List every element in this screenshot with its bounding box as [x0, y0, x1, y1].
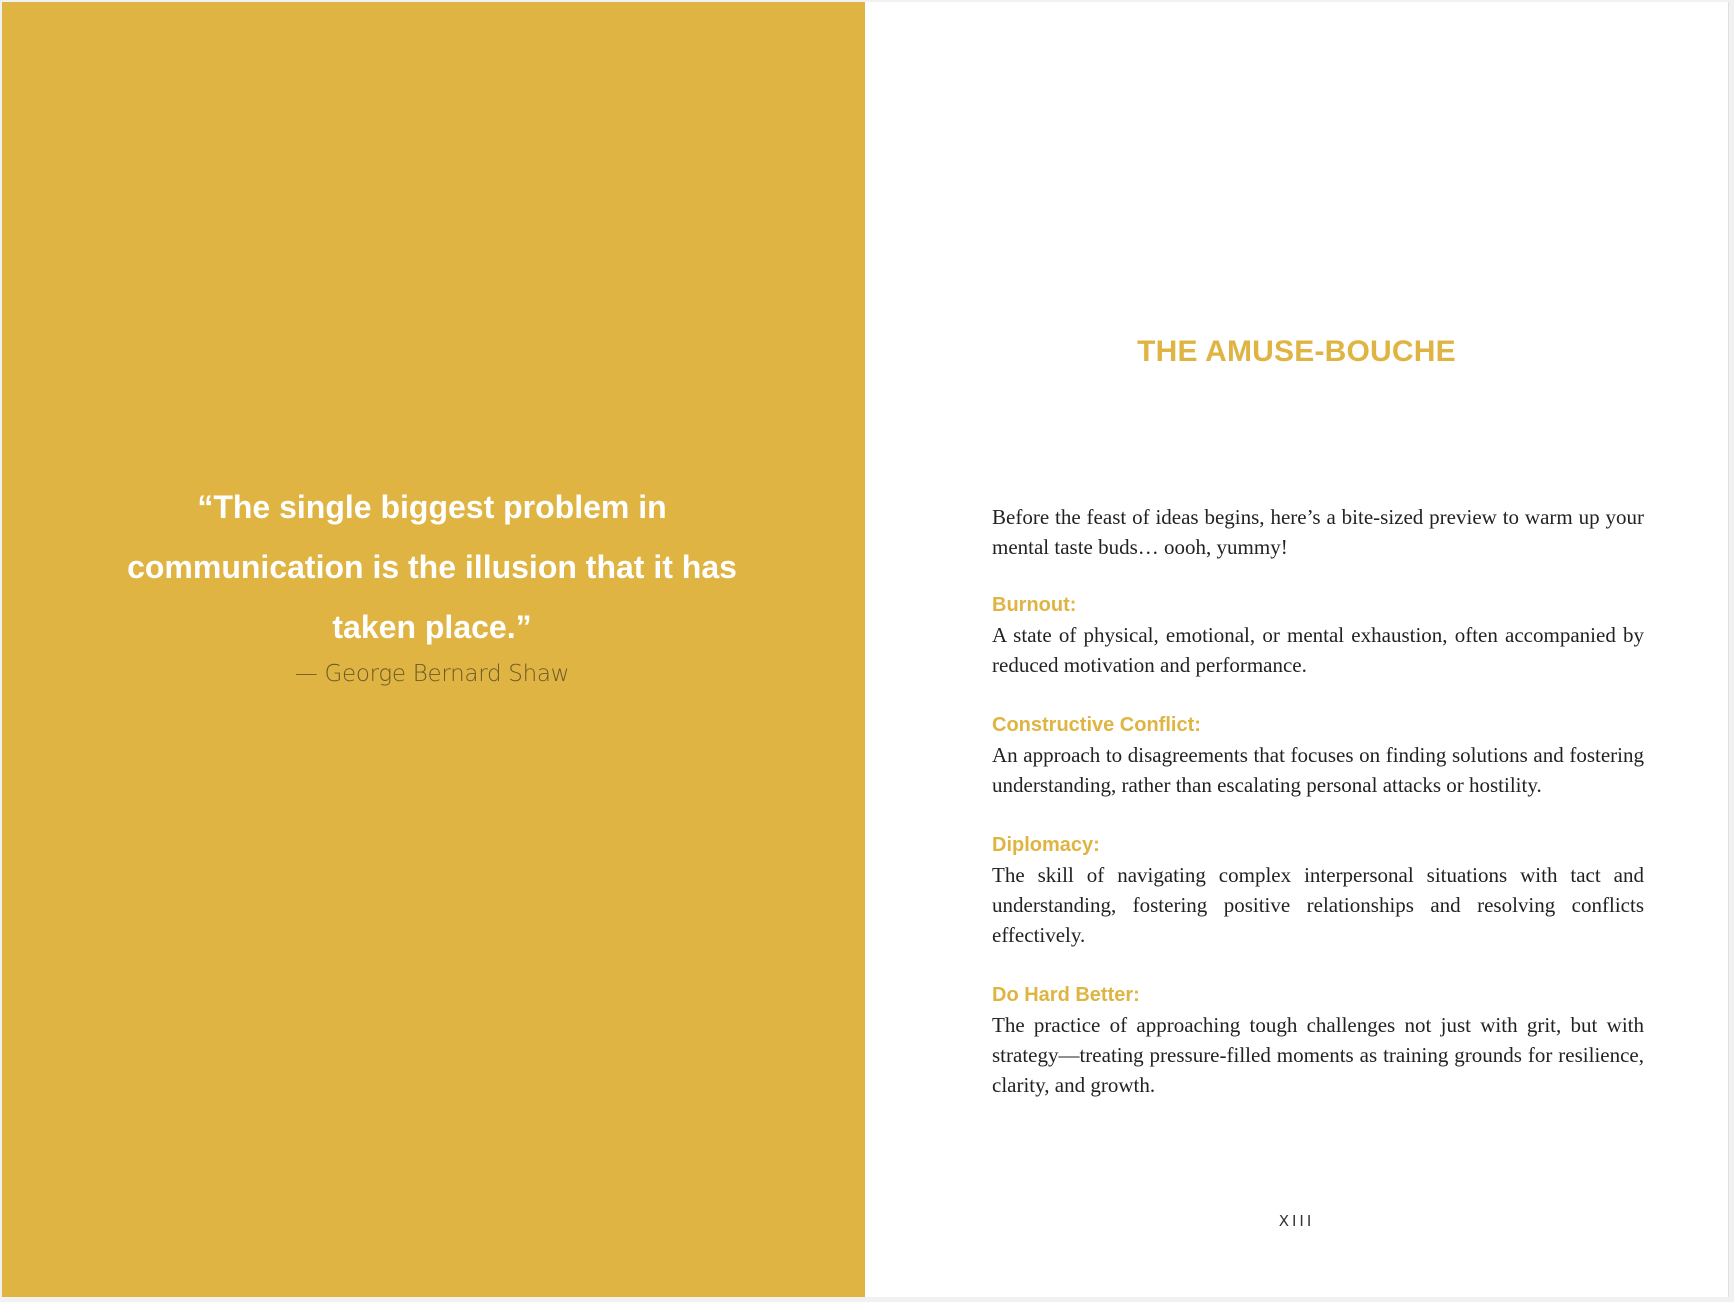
left-page-quote-panel — [2, 2, 865, 1297]
glossary-term — [992, 830, 1644, 950]
glossary-term — [992, 710, 1644, 800]
term-definition: The practice of approaching tough challenges not just with grit, but with strategy—treating pressure-filled moments as training grounds for resilience, clarity, and growth. — [992, 1013, 1644, 1097]
term-name: Do Hard Better: — [992, 984, 1140, 1006]
term-name: Constructive Conflict: — [992, 714, 1201, 736]
right-page-glossary — [865, 2, 1729, 1297]
glossary-term — [992, 590, 1644, 680]
glossary-content — [992, 502, 1644, 1130]
term-definition: A state of physical, emotional, or mental exhaustion, often accompanied by reduced motivation and performance. — [992, 623, 1644, 677]
page-number: XIII — [1278, 1212, 1315, 1230]
term-name: Burnout: — [992, 594, 1077, 616]
intro-paragraph: Before the feast of ideas begins, here’s a bite-sized preview to warm up your mental taste buds… oooh, yummy! — [992, 505, 1644, 559]
quote-author: — George Bernard Shaw — [294, 661, 570, 687]
quote-text: “The single biggest problem in communication is the illusion that it has taken place.” — [127, 489, 737, 645]
term-definition: The skill of navigating complex interpersonal situations with tact and understanding, fostering positive relationships and resolving conflicts effectively. — [992, 863, 1644, 947]
page-title: THE AMUSE-BOUCHE — [1137, 335, 1456, 368]
term-name: Diplomacy: — [992, 834, 1100, 856]
glossary-term — [992, 980, 1644, 1100]
quote-block — [82, 477, 782, 687]
term-definition: An approach to disagreements that focuses on finding solutions and fostering understanding, rather than escalating personal attacks or hostility. — [992, 743, 1644, 797]
